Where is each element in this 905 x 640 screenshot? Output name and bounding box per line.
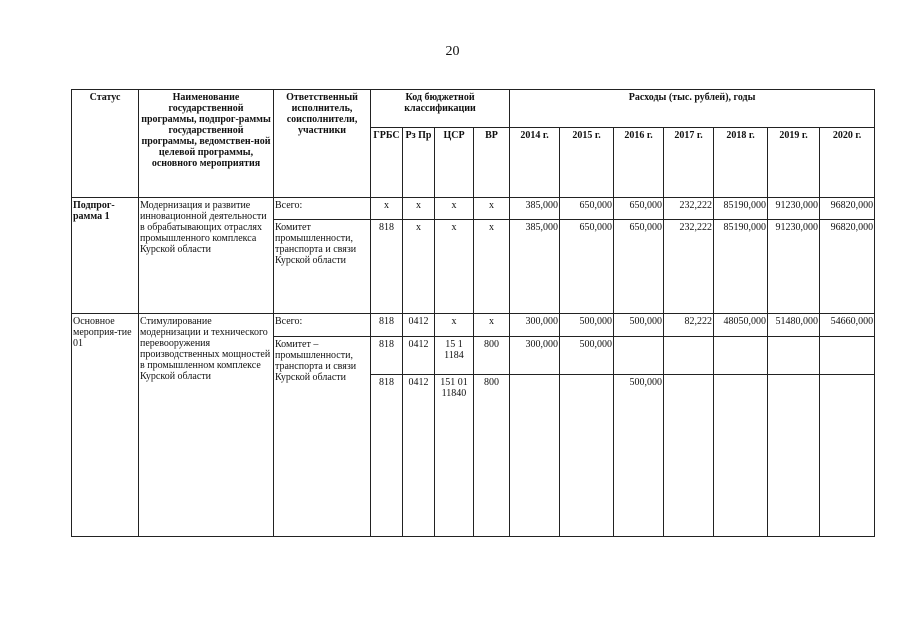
- csr-cell: x: [435, 314, 474, 337]
- value-cell: 300,000: [510, 314, 560, 337]
- value-cell: [768, 337, 820, 375]
- header-year-2017: 2017 г.: [664, 128, 714, 198]
- header-vr: ВР: [474, 128, 510, 198]
- csr-cell: x: [435, 220, 474, 314]
- header-name: Наименование государственной программы, подпрог-раммы государственной программы, ведомствен-ной целевой программы, основного мероприятия: [139, 90, 274, 198]
- measure-status: Основное мероприя-тие 01: [72, 314, 139, 537]
- value-cell: [664, 337, 714, 375]
- vr-cell: x: [474, 220, 510, 314]
- header-expenses: Расходы (тыс. рублей), годы: [510, 90, 875, 128]
- header-year-2016: 2016 г.: [614, 128, 664, 198]
- value-cell: 385,000: [510, 220, 560, 314]
- value-cell: [614, 337, 664, 375]
- header-year-2019: 2019 г.: [768, 128, 820, 198]
- grbs-cell: 818: [371, 220, 403, 314]
- value-cell: 82,222: [664, 314, 714, 337]
- value-cell: 300,000: [510, 337, 560, 375]
- vr-cell: 800: [474, 337, 510, 375]
- value-cell: [560, 375, 614, 537]
- value-cell: 54660,000: [820, 314, 875, 337]
- subprogram-total-row: [72, 198, 875, 220]
- executor-cell: Всего:: [274, 314, 371, 337]
- value-cell: [664, 375, 714, 537]
- header-year-2018: 2018 г.: [714, 128, 768, 198]
- csr-cell: x: [435, 198, 474, 220]
- header-rzpr: Рз Пр: [403, 128, 435, 198]
- value-cell: 232,222: [664, 198, 714, 220]
- csr-cell: 151 01 11840: [435, 375, 474, 537]
- value-cell: 85190,000: [714, 220, 768, 314]
- rzpr-cell: 0412: [403, 375, 435, 537]
- header-status: Статус: [72, 90, 139, 198]
- header-year-2015: 2015 г.: [560, 128, 614, 198]
- vr-cell: 800: [474, 375, 510, 537]
- value-cell: 385,000: [510, 198, 560, 220]
- value-cell: 48050,000: [714, 314, 768, 337]
- value-cell: [714, 375, 768, 537]
- header-grbs: ГРБС: [371, 128, 403, 198]
- subprogram-status: Подпрог-рамма 1: [72, 198, 139, 314]
- executor-cell: Комитет промышленности, транспорта и связи Курской области: [274, 220, 371, 314]
- value-cell: [820, 337, 875, 375]
- executor-cell: Комитет – промышленности, транспорта и связи Курской области: [274, 337, 371, 537]
- value-cell: 96820,000: [820, 198, 875, 220]
- value-cell: [714, 337, 768, 375]
- header-year-2014: 2014 г.: [510, 128, 560, 198]
- value-cell: 85190,000: [714, 198, 768, 220]
- value-cell: 232,222: [664, 220, 714, 314]
- rzpr-cell: 0412: [403, 337, 435, 375]
- measure-name: Стимулирование модернизации и технического перевооружения производственных мощностей в промышленном комплексе Курской области: [139, 314, 274, 537]
- rzpr-cell: 0412: [403, 314, 435, 337]
- executor-cell: Всего:: [274, 198, 371, 220]
- value-cell: 91230,000: [768, 198, 820, 220]
- value-cell: 500,000: [614, 375, 664, 537]
- value-cell: 650,000: [614, 198, 664, 220]
- rzpr-cell: x: [403, 198, 435, 220]
- header-year-2020: 2020 г.: [820, 128, 875, 198]
- vr-cell: x: [474, 314, 510, 337]
- header-executor: Ответственный исполнитель, соисполнители, участники: [274, 90, 371, 198]
- vr-cell: x: [474, 198, 510, 220]
- header-csr: ЦСР: [435, 128, 474, 198]
- value-cell: [768, 375, 820, 537]
- value-cell: 500,000: [560, 337, 614, 375]
- value-cell: 500,000: [560, 314, 614, 337]
- value-cell: 650,000: [560, 220, 614, 314]
- budget-table: [71, 89, 875, 537]
- value-cell: [820, 375, 875, 537]
- header-row-1: [72, 90, 875, 128]
- value-cell: 650,000: [560, 198, 614, 220]
- header-budget-code: Код бюджетной классификации: [371, 90, 510, 128]
- page-number: 20: [445, 44, 460, 59]
- value-cell: 51480,000: [768, 314, 820, 337]
- value-cell: 650,000: [614, 220, 664, 314]
- value-cell: 500,000: [614, 314, 664, 337]
- grbs-cell: 818: [371, 314, 403, 337]
- subprogram-name: Модернизация и развитие инновационной деятельности в обрабатывающих отраслях промышленного комплекса Курской области: [139, 198, 274, 314]
- rzpr-cell: x: [403, 220, 435, 314]
- measure-total-row: [72, 314, 875, 337]
- value-cell: 96820,000: [820, 220, 875, 314]
- grbs-cell: 818: [371, 375, 403, 537]
- grbs-cell: x: [371, 198, 403, 220]
- value-cell: 91230,000: [768, 220, 820, 314]
- csr-cell: 15 1 1184: [435, 337, 474, 375]
- value-cell: [510, 375, 560, 537]
- grbs-cell: 818: [371, 337, 403, 375]
